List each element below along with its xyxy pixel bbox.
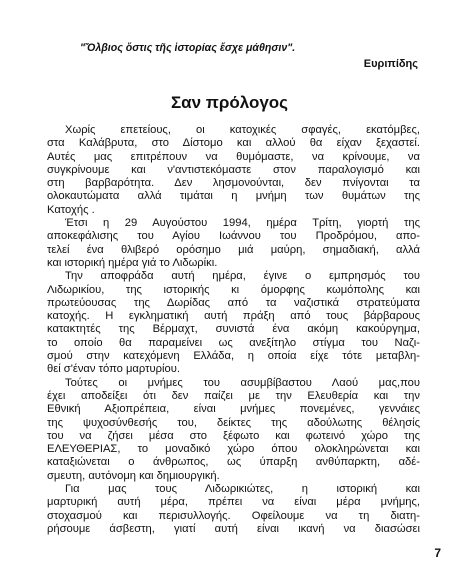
text-line: της ψυχοσύνθεσής του, δείκτες της αδούλωτης θέλησίς <box>47 416 420 429</box>
text-line: Έτσι η 29 Αυγούστου 1994, ημέρα Τρίτη, γιορτή της <box>65 217 420 230</box>
text-line: Εθνική Αξιοπρέπεια, είναι μνήμες πονεμένες, γεννάιες <box>47 403 420 416</box>
text-line: τελεί ένα θλιβερό ορόσημο μιά μαύρη, σημαδιακή, αλλά <box>47 243 420 256</box>
page-title: Σαν πρόλογος <box>170 93 289 112</box>
text-line: κατακτητές της Βέρμαχτ, συνιστά ένα ακόμη κακούργημα, <box>47 323 420 336</box>
text-line: Κατοχής . <box>47 203 95 216</box>
text-line: κατοχής. Η εγκληματική αυτή πράξη από τους βάρβαρους <box>47 310 420 323</box>
text-line: έχει αποδείξει ότι δεν παίζει με την Ελευθερία και την <box>47 389 420 402</box>
text-line: καταξιώνεται ο άνθρωπος, ως ύπαρξη ανθύπαρκτη, αδέ- <box>47 456 420 469</box>
text-line: Τούτες οι μνήμες του ασυμβίβαστου Λαού μας,που <box>65 376 420 389</box>
text-line: θεί σ'έναν τόπο μαρτυρίου. <box>47 363 180 376</box>
body-text <box>47 124 420 536</box>
text-line: ΕΛΕΥΘΕΡΙΑΣ, το μοναδικό χώρο όπου ολοκληρώνεται και <box>47 443 420 456</box>
text-line: Χωρίς επετείους, οι κατοχικές σφαγές, εκατόμβες, <box>65 124 420 136</box>
text-line: το οποίο θα παραμείνει ως ανεξίτηλο στίγμα του Ναζι- <box>47 336 420 349</box>
epigraph-author: Ευριπίδης <box>363 58 418 70</box>
text-line: αποκεφάλισης του Αγίου Ιωάννου του Προδρόμου, απο- <box>47 230 420 243</box>
text-line: πρωτεύουσας της Δωρίδας από τα ναζιστικά στρατεύματα <box>47 296 420 309</box>
text-line: στα Καλάβρυτα, στο Δίστομο και αλλού θα είχαν ξεχαστεί. <box>47 137 420 150</box>
text-line: συγκρίνουμε και ν'αντιστεκόμαστε στον παραλογισμό και <box>47 163 420 176</box>
text-line: σμού στην κατεχόμενη Ελλάδα, η οποία είχε τότε μεταβλη- <box>47 350 420 363</box>
text-line: Για μας τους Λιδωρικιώτες, η ιστορική και <box>65 483 420 496</box>
text-line: σμευτη, αυτόνομη και δημιουργική. <box>47 469 220 482</box>
text-line: στη βαρβαρότητα. Δεν λησμονούνται, δεν πνίγονται τα <box>47 177 420 190</box>
text-line: μαρτυρική αυτή μέρα, πρέπει να είναι μέρα μνήμης, <box>47 496 420 509</box>
text-line: Την αποφράδα αυτή ημέρα, έγινε ο εμπρησμός του <box>65 270 420 283</box>
page-number: 7 <box>434 546 441 560</box>
text-line: Αυτές μας επιτρέπουν να θυμόμαστε, να κρίνουμε, να <box>47 150 420 163</box>
text-line: ολοκαυτώματα αλλά τιμάται η μνήμη των θυμάτων της <box>47 190 420 203</box>
text-line: του να ζήσει μέσα στο ξέφωτο και φωτεινό χώρο της <box>47 429 420 442</box>
text-line: ρήσουμε άσβεστη, γιατί αυτή είναι ικανή να διασώσει <box>47 522 420 535</box>
text-line: στοχασμού και περισυλλογής. Οφείλουμε να τη διατη- <box>47 509 420 522</box>
text-line: Λιδωρικίου, της ιστορικής κι όμορφης κωμόπολης και <box>47 283 420 296</box>
text-line: και ιστορική ημέρα γιά το Λιδωρίκι. <box>47 256 218 269</box>
epigraph-quote: "Ὄλβιος ὅστις τῆς ἱστορίας ἔσχε μάθησιν". <box>80 42 296 54</box>
